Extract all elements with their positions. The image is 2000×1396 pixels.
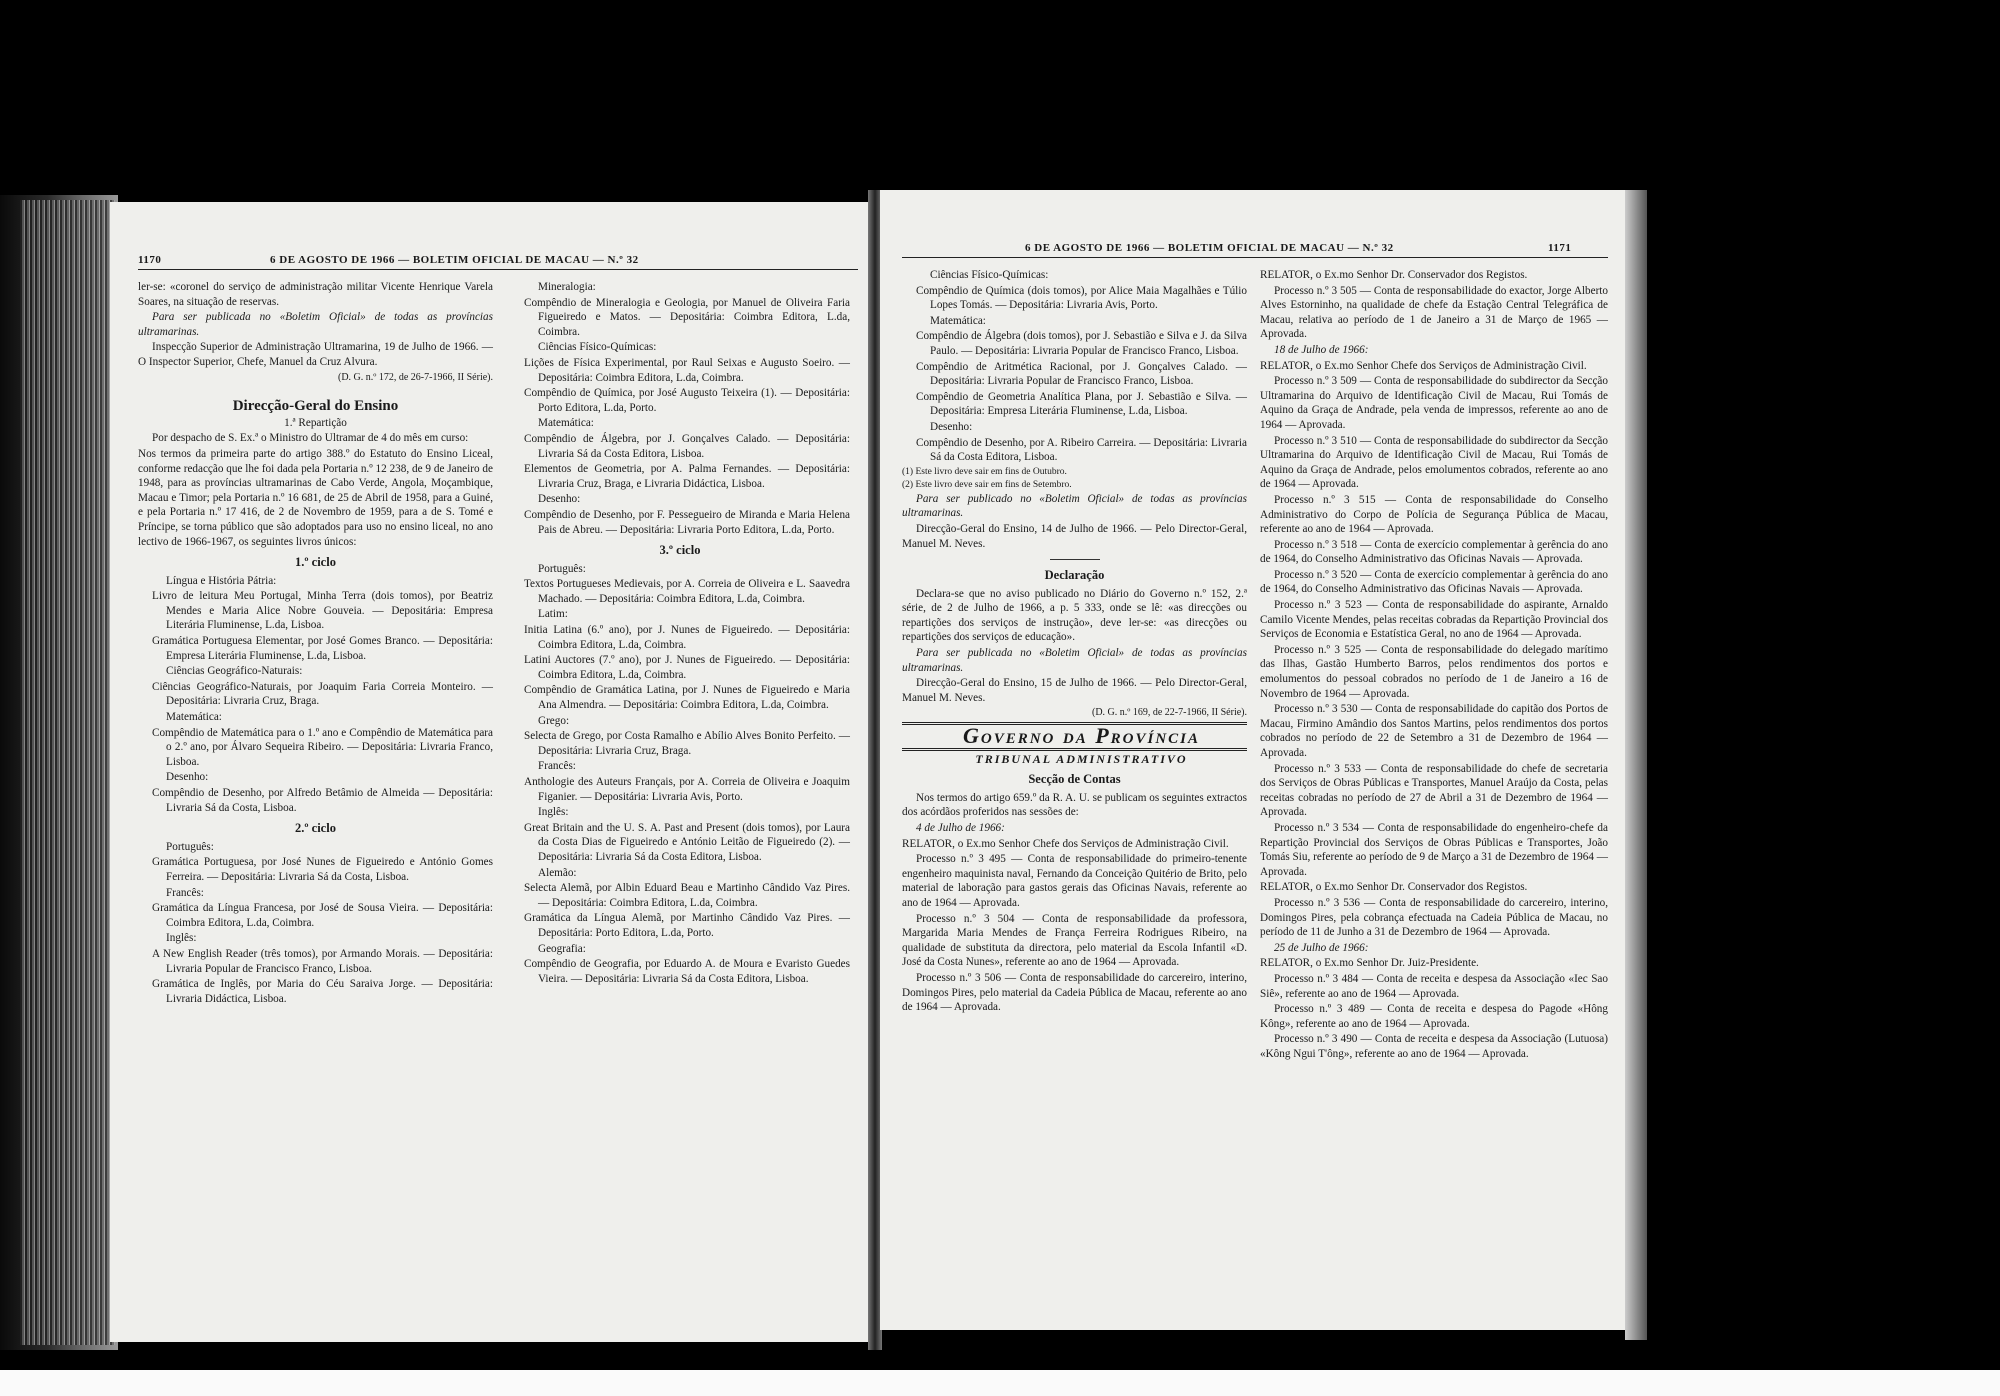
- paragraph: Processo n.º 3 489 — Conta de receita e despesa do Pagode «Hông Kông», referente ao ano de 1964 — Aprovada.: [1260, 1003, 1608, 1030]
- book-entry: Compêndio de Matemática para o 1.º ano e Compêndio de Matemática para o 2.º ano, por Álvaro Sequeira Ribeiro. — Depositária: Livraria Franco, Lisboa.: [152, 726, 493, 768]
- paragraph: 1.ª Repartição: [284, 416, 347, 429]
- paragraph: Processo n.º 3 504 — Conta de responsabilidade da professora, Margarida Maria Mendes de França Ferreira Rodrigues Ribeiro, na qualidade de substituta da directora, pelo material da Escola Infantil «D. José da Costa Nunes», referente ao ano de 1964 — Aprovada.: [902, 912, 1247, 969]
- subject-label: Matemática:: [930, 314, 986, 327]
- paragraph: Processo n.º 3 515 — Conta de responsabilidade do Conselho Administrativo do Corpo de Polícia de Segurança Pública de Macau, referente ao ano de 1964 — Aprovada.: [1260, 493, 1608, 536]
- paragraph: Processo n.º 3 520 — Conta de exercício complementar à gerência do ano de 1964, do Conselho Administrativo das Oficinas Navais — Aprovada.: [1260, 568, 1608, 596]
- subject-label: Inglês:: [166, 932, 197, 945]
- subject-label: Latim:: [538, 608, 568, 621]
- book-entry: Compêndio de Mineralogia e Geologia, por Manuel de Oliveira Faria Figueiredo e Matos. — Depositária: Coimbra Editora, L.da, Coimbra.: [524, 296, 850, 338]
- subject-label: Grego:: [538, 714, 570, 727]
- section-heading: 1.º ciclo: [295, 555, 336, 570]
- paragraph: Processo n.º 3 510 — Conta de responsabilidade do subdirector da Secção Ultramarina do Arquivo de Identificação Civil de Macau, Rui Tomás de Aquino da Graça de Andrade, pelos emolumentos cobrados, referente ao ano de 1964 — Aprovada.: [1260, 434, 1608, 491]
- book-entry: Compêndio de Desenho, por A. Ribeiro Carreira. — Depositária: Livraria Sá da Costa Editora, Lisboa.: [916, 436, 1247, 464]
- subject-label: Matemática:: [538, 417, 594, 430]
- subject-label: Língua e História Pátria:: [166, 574, 277, 587]
- subject-label: Francês:: [166, 886, 204, 899]
- paragraph: Processo n.º 3 536 — Conta de responsabilidade do carcereiro, interino, Domingos Pires, pela cobrança efectuada na Cadeia Pública de Macau, no período de 11 de Junho a 31 de Dezembro de 1964 — Aprovada.: [1260, 896, 1608, 939]
- subject-label: Desenho:: [166, 771, 209, 784]
- paragraph: Processo n.º 3 533 — Conta de responsabilidade do chefe de secretaria dos Serviços de Obras Públicas e Transportes, Manuel Araújo da Costa, pelas receitas cobradas no período de 27 de Abril a 31 de Dezembro de 1964 — Aprovada.: [1260, 762, 1608, 819]
- book-entry: Livro de leitura Meu Portugal, Minha Terra (dois tomos), por Beatriz Mendes e Maria Alice Nobre Gouveia. — Depositária: Empresa Literária Fluminense, L.da, Lisboa.: [152, 590, 493, 632]
- footnote: (1) Este livro deve sair em fins de Outubro.: [902, 466, 1067, 477]
- header-rule: [902, 257, 1608, 258]
- book-entry: Compêndio de Química (dois tomos), por Alice Maia Magalhães e Túlio Lopes Tomás. — Depositária: Livraria Avis, Porto.: [916, 284, 1247, 312]
- section-heading: Declaração: [1044, 568, 1105, 583]
- paragraph: Declara-se que no aviso publicado no Diário do Governo n.º 152, 2.ª série, de 2 de Julho de 1966, a p. 5 333, onde se lê: «as direcções ou repartições dos serviços de instrução», deve ler-se: «as direcções ou repartições dos serviços de educação».: [902, 587, 1247, 644]
- book-entry: Compêndio de Geometria Analítica Plana, por J. Sebastião e Silva. — Depositária: Empresa Literária Fluminense, L.da, Lisboa.: [916, 390, 1247, 418]
- book-entry: Gramática da Língua Francesa, por José de Sousa Vieira. — Depositária: Coimbra Editora, L.da, Coimbra.: [152, 902, 493, 929]
- book-entry: Compêndio de Álgebra, por J. Gonçalves Calado. — Depositária: Livraria Sá da Costa Editora, Lisboa.: [524, 432, 850, 460]
- subject-label: Alemão:: [538, 866, 577, 879]
- paragraph: Processo n.º 3 495 — Conta de responsabilidade do primeiro-tenente engenheiro maquinista naval, Fernando da Conceição Quitério de Brito, pelo material de laboração para gastos gerais das Oficinas Navais, referente ao ano de 1964 — Aprovada.: [902, 853, 1247, 909]
- book-entry: Gramática Portuguesa Elementar, por José Gomes Branco. — Depositária: Empresa Literária Fluminense, L.da, Lisboa.: [152, 635, 493, 662]
- subject-label: Matemática:: [166, 711, 222, 724]
- paragraph: Para ser publicada no «Boletim Oficial» de todas as províncias ultramarinas.: [902, 647, 1247, 674]
- paragraph: 4 de Julho de 1966:: [916, 822, 1005, 834]
- paragraph: Para ser publicado no «Boletim Oficial» de todas as províncias ultramarinas.: [902, 492, 1247, 520]
- paragraph: 25 de Julho de 1966:: [1274, 941, 1369, 954]
- section-heading: Secção de Contas: [1028, 772, 1121, 787]
- paragraph: 18 de Julho de 1966:: [1274, 343, 1369, 356]
- book-entry: Compêndio de Gramática Latina, por J. Nunes de Figueiredo e Maria Ana Almendra. — Depositária: Coimbra Editora, L.da, Coimbra.: [524, 684, 850, 712]
- left-column-1: [138, 280, 493, 1007]
- left-page: [110, 202, 872, 1342]
- subject-label: Português:: [166, 840, 214, 853]
- paragraph: Processo n.º 3 484 — Conta de receita e despesa da Associação «Iec Sao Siê», referente ao ano de 1964 — Aprovada.: [1260, 972, 1608, 1000]
- section-heading: 2.º ciclo: [295, 821, 336, 836]
- scan-background-top: [0, 0, 2000, 190]
- paragraph: Processo n.º 3 525 — Conta de responsabilidade do delegado marítimo das Ilhas, Gastão Humberto Barros, pelos rendimentos dos portos e emolumentos do pessoal cobrados no período de 1 de Janeiro a 16 de Novembro de 1964 — Aprovada.: [1260, 643, 1608, 700]
- book-entry: A New English Reader (três tomos), por Armando Morais. — Depositária: Livraria Popular de Francisco Franco, Lisboa.: [152, 947, 493, 975]
- section-heading: 3.º ciclo: [659, 543, 701, 558]
- page-number: 1171: [1548, 242, 1572, 254]
- book-entry: Selecta Alemã, por Albin Eduard Beau e Martinho Cândido Vaz Pires. — Depositária: Coimbra Editora, L.da, Coimbra.: [524, 882, 850, 909]
- paragraph: Inspecção Superior de Administração Ultramarina, 19 de Julho de 1966. — O Inspector Superior, Chefe, Manuel da Cruz Alvura.: [138, 341, 493, 368]
- book-entry: Gramática de Inglês, por Maria do Céu Saraiva Jorge. — Depositária: Livraria Didáctica, Lisboa.: [152, 978, 493, 1005]
- right-column-2: [1260, 268, 1608, 1062]
- paragraph: Processo n.º 3 505 — Conta de responsabilidade do exactor, Jorge Alberto Alves Estorninho, na qualidade de chefe da Estação Central Telegráfica de Macau, relativa ao período de 1 de Janeiro a 31 de Março de 1965 — Aprovada.: [1260, 284, 1608, 341]
- subject-label: Ciências Geográfico-Naturais:: [166, 665, 303, 678]
- paragraph: Processo n.º 3 490 — Conta de receita e despesa da Associação (Lutuosa) «Kông Ngui T'ông», referente ao ano de 1964 — Aprovada.: [1260, 1033, 1608, 1060]
- book-entry: Gramática Portuguesa, por José Nunes de Figueiredo e António Gomes Ferreira. — Depositária: Livraria Sá da Costa, Lisboa.: [152, 856, 493, 883]
- citation: (D. G. n.º 169, de 22-7-1966, II Série).: [1091, 707, 1247, 719]
- subject-label: Geografia:: [538, 942, 586, 955]
- paragraph: Processo n.º 3 534 — Conta de responsabilidade do engenheiro-chefe da Repartição Provincial dos Serviços de Obras Públicas e Transportes, João Tomás Siu, referente ao período de 9 de Março a 31 de Dezembro de 1964 — Aprovada.: [1260, 821, 1608, 878]
- right-page: [880, 190, 1625, 1330]
- citation: (D. G. n.º 172, de 26-7-1966, II Série).: [337, 371, 493, 383]
- subject-label: Inglês:: [538, 806, 569, 819]
- paragraph: RELATOR, o Ex.mo Senhor Dr. Conservador dos Registos.: [1260, 269, 1528, 281]
- book-entry: Selecta de Grego, por Costa Ramalho e Abílio Alves Bonito Perfeito. — Depositária: Livraria Cruz, Braga.: [524, 730, 850, 757]
- paragraph: ler-se: «coronel do serviço de administração militar Vicente Henrique Varela Soares, na situação de reservas.: [138, 281, 493, 308]
- paragraph: Processo n.º 3 509 — Conta de responsabilidade do subdirector da Secção Ultramarina do Arquivo de Identificação Civil de Macau, Rui Tomás de Aquino da Graça de Andrade, pela venda de impressos, referente ao ano de 1964 — Aprovada.: [1260, 375, 1608, 431]
- subject-label: Português:: [538, 562, 586, 575]
- book-entry: Compêndio de Geografia, por Eduardo A. de Moura e Evaristo Guedes Vieira. — Depositária: Livraria Sá da Costa Editora, Lisboa.: [524, 958, 850, 985]
- book-entry: Compêndio de Álgebra (dois tomos), por J. Sebastião e Silva e J. da Silva Paulo. — Depositária: Livraria Popular de Francisco Franco, Lisboa.: [916, 330, 1247, 357]
- book-entry: Latini Auctores (7.º ano), por J. Nunes de Figueiredo. — Depositária: Coimbra Editora, L.da, Coimbra.: [524, 654, 850, 681]
- paragraph: Processo n.º 3 518 — Conta de exercício complementar à gerência do ano de 1964, do Conselho Administrativo das Oficinas Navais — Aprovada.: [1260, 538, 1608, 566]
- book-entry: Compêndio de Química, por José Augusto Teixeira (1). — Depositária: Porto Editora, L.da, Porto.: [524, 387, 850, 414]
- section-rule: [1050, 559, 1100, 560]
- paragraph: Nos termos do artigo 659.º da R. A. U. se publicam os seguintes extractos dos acórdãos proferidos nas sessões de:: [902, 791, 1247, 819]
- paragraph: RELATOR, o Ex.mo Senhor Chefe dos Serviços de Administração Civil.: [902, 837, 1229, 850]
- paragraph: Por despacho de S. Ex.ª o Ministro do Ultramar de 4 do mês em curso:: [152, 432, 469, 445]
- scan-bottom-strip: [0, 1370, 2000, 1396]
- book-entry: Textos Portugueses Medievais, por A. Correia de Oliveira e L. Saavedra Machado. — Depositária: Coimbra Editora, L.da, Coimbra.: [524, 578, 850, 605]
- subject-label: Ciências Físico-Químicas:: [538, 341, 657, 354]
- paragraph: Direcção-Geral do Ensino, 14 de Julho de 1966. — Pelo Director-Geral, Manuel M. Neves.: [902, 522, 1247, 550]
- right-column-1: [902, 268, 1247, 1016]
- government-heading: Governo da Província: [902, 722, 1247, 751]
- subject-label: Desenho:: [538, 493, 581, 506]
- book-entry: Compêndio de Desenho, por Alfredo Betâmio de Almeida — Depositária: Livraria Sá da Costa, Lisboa.: [152, 787, 493, 814]
- header-rule: [138, 269, 858, 270]
- section-heading: Direcção-Geral do Ensino: [232, 398, 399, 415]
- page-edge-right: [1625, 190, 1647, 1340]
- book-entry: Compêndio de Aritmética Racional, por J. Gonçalves Calado. — Depositária: Livraria Popular de Francisco Franco, Lisboa.: [916, 360, 1247, 388]
- book-entry: Gramática da Língua Alemã, por Martinho Cândido Vaz Pires. — Depositária: Porto Editora, L.da, Porto.: [524, 912, 850, 939]
- page-edges: [20, 200, 115, 1345]
- paragraph: RELATOR, o Ex.mo Senhor Dr. Conservador dos Registos.: [1260, 881, 1528, 894]
- book-entry: Anthologie des Auteurs Français, por A. Correia de Oliveira e Joaquim Figanier. — Depositária: Livraria Avis, Porto.: [524, 776, 850, 803]
- paragraph: Processo n.º 3 530 — Conta de responsabilidade do capitão dos Portos de Macau, Firmino Amândio dos Santos Martins, pelos rendimentos dos portos cobrados no período de 22 de Setembro a 31 de Dezembro de 1964 — Aprovada.: [1260, 703, 1608, 759]
- book-entry: Elementos de Geometria, por A. Palma Fernandes. — Depositária: Livraria Cruz, Braga, e Livraria Didáctica, Lisboa.: [524, 463, 850, 490]
- book-entry: Initia Latina (6.º ano), por J. Nunes de Figueiredo. — Depositária: Coimbra Editora, L.da, Coimbra.: [524, 624, 850, 651]
- book-entry: Compêndio de Desenho, por F. Pessegueiro de Miranda e Maria Helena Pais de Abreu. — Depositária: Livraria Porto Editora, L.da, Porto.: [524, 508, 850, 536]
- tribunal-heading: TRIBUNAL ADMINISTRATIVO: [975, 751, 1188, 766]
- book-entry: Ciências Geográfico-Naturais, por Joaquim Faria Correia Monteiro. — Depositária: Livraria Cruz, Braga.: [152, 680, 493, 708]
- subject-label: Desenho:: [930, 420, 973, 433]
- subject-label: Francês:: [538, 760, 576, 773]
- page-header: 6 DE AGOSTO DE 1966 — BOLETIM OFICIAL DE MACAU — N.º 32: [270, 254, 639, 266]
- book-entry: Great Britain and the U. S. A. Past and Present (dois tomos), por Laura da Costa Dias de Figueiredo e António Leitão de Figueiredo (2). — Depositária: Livraria Sá da Costa Editora, Lisboa.: [524, 821, 850, 863]
- paragraph: Processo n.º 3 523 — Conta de responsabilidade do aspirante, Arnaldo Camilo Vicente Mendes, pelas receitas cobradas da Repartição Provincial dos Serviços de Economia e Estatística Geral, no ano de 1964 — Aprovada.: [1260, 599, 1608, 641]
- paragraph: Direcção-Geral do Ensino, 15 de Julho de 1966. — Pelo Director-Geral, Manuel M. Neves.: [902, 677, 1247, 704]
- page-number: 1170: [138, 254, 162, 266]
- paragraph: RELATOR, o Ex.mo Senhor Dr. Juiz-Presidente.: [1260, 957, 1479, 970]
- paragraph: Processo n.º 3 506 — Conta de responsabilidade do carcereiro, interino, Domingos Pires, pelo material da Cadeia Pública de Macau, referente ao ano de 1964 — Aprovada.: [902, 971, 1247, 1014]
- subject-label: Ciências Físico-Químicas:: [930, 269, 1049, 281]
- book-entry: Lições de Física Experimental, por Raul Seixas e Augusto Soeiro. — Depositária: Coimbra Editora, L.da, Coimbra.: [524, 356, 850, 384]
- paragraph: Para ser publicada no «Boletim Oficial» de todas as províncias ultramarinas.: [138, 311, 493, 338]
- footnote: (2) Este livro deve sair em fins de Setembro.: [902, 479, 1072, 490]
- paragraph: Nos termos da primeira parte do artigo 388.º do Estatuto do Ensino Liceal, conforme redacção que lhe foi dada pela Portaria n.º 12 238, de 9 de Janeiro de 1948, para as províncias ultramarinas de Cabo Verde, Angola, Moçambique, Macau e Timor; pela Portaria n.º 16 681, de 25 de Abril de 1958, para a Guiné, e pela Portaria n.º 17 416, de 2 de Novembro de 1959, para a de S. Tomé e Príncipe, se torna público que são adoptados para uso no ensino liceal, no ano lectivo de 1966-1967, os seguintes livros únicos:: [138, 447, 493, 548]
- subject-label: Mineralogia:: [538, 281, 596, 293]
- page-header: 6 DE AGOSTO DE 1966 — BOLETIM OFICIAL DE MACAU — N.º 32: [1025, 242, 1394, 254]
- left-column-2: [510, 280, 850, 987]
- paragraph: RELATOR, o Ex.mo Senhor Chefe dos Serviços de Administração Civil.: [1260, 359, 1587, 372]
